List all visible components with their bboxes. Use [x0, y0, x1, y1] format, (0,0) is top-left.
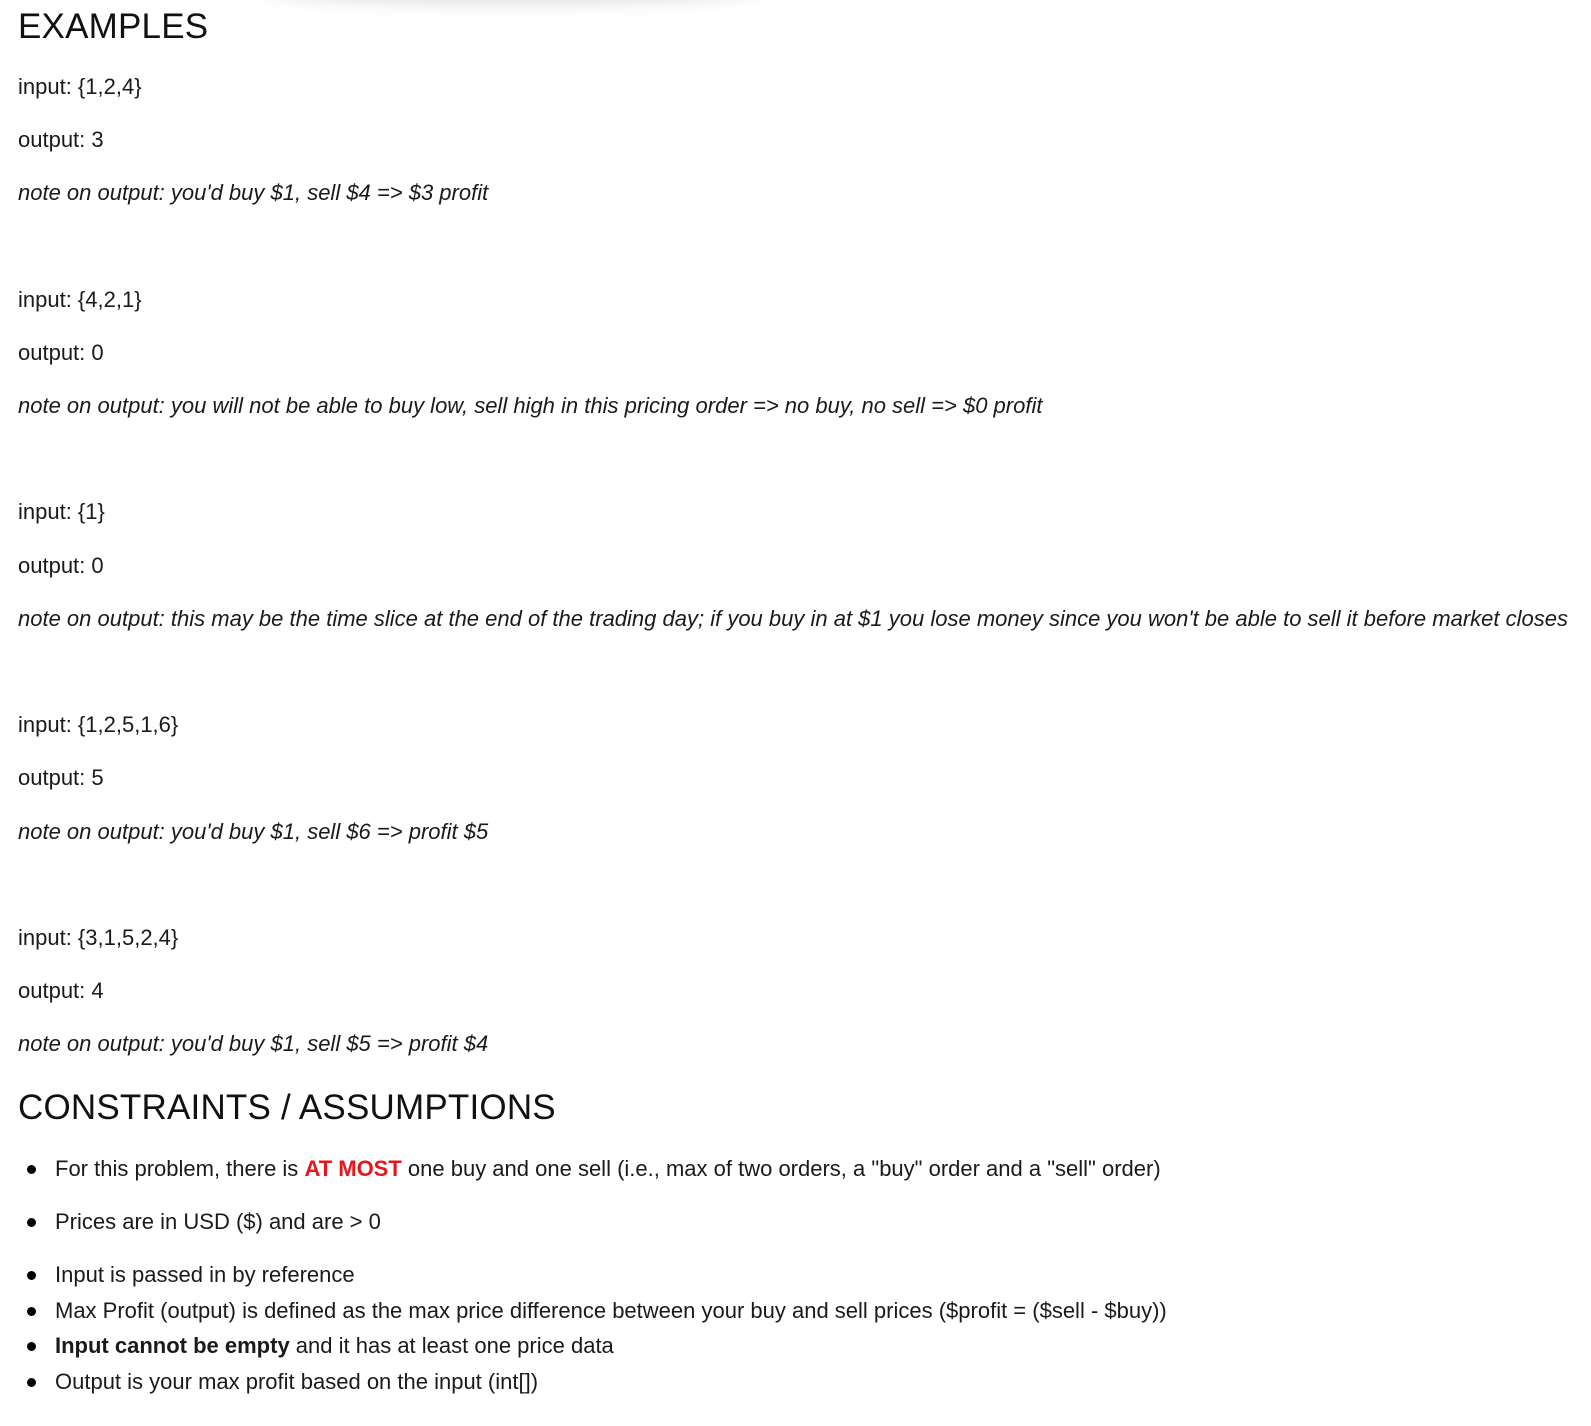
constraint-5-bold: Input cannot be empty	[55, 1333, 290, 1358]
example-1-note: note on output: you'd buy $1, sell $4 => $3 profit	[18, 180, 489, 205]
bullet-icon	[27, 1218, 36, 1227]
constraint-item	[18, 1298, 1167, 1324]
constraint-1-text-before: For this problem, there is	[55, 1156, 305, 1181]
example-5-input: input: {3,1,5,2,4}	[18, 925, 179, 950]
bullet-icon	[27, 1378, 36, 1387]
example-3-output: output: 0	[18, 553, 104, 578]
constraint-1-text-after: one buy and one sell (i.e., max of two orders, a "buy" order and a "sell" order)	[401, 1156, 1161, 1181]
example-1-output: output: 3	[18, 127, 104, 152]
example-2-input: input: {4,2,1}	[18, 287, 142, 312]
example-4-input: input: {1,2,5,1,6}	[18, 712, 179, 737]
example-1-input: input: {1,2,4}	[18, 74, 142, 99]
constraint-item	[18, 1262, 355, 1288]
example-5-note: note on output: you'd buy $1, sell $5 => profit $4	[18, 1031, 489, 1056]
example-3-note: note on output: this may be the time slice at the end of the trading day; if you buy in at $1 you lose money since you won't be able to sell it before market closes	[18, 606, 1568, 631]
constraint-item	[18, 1156, 1161, 1182]
example-4-output: output: 5	[18, 765, 104, 790]
constraints-heading: CONSTRAINTS / ASSUMPTIONS	[18, 1088, 556, 1127]
bullet-icon	[27, 1307, 36, 1316]
example-2-output: output: 0	[18, 340, 104, 365]
bullet-icon	[27, 1271, 36, 1280]
bullet-icon	[27, 1165, 36, 1174]
constraint-6-text: Output is your max profit based on the input (int[])	[55, 1369, 539, 1394]
example-2-note: note on output: you will not be able to buy low, sell high in this pricing order => no buy, no sell => $0 profit	[18, 393, 1043, 418]
constraint-5-text-after: and it has at least one price data	[289, 1333, 614, 1358]
constraint-item	[18, 1369, 538, 1395]
bullet-icon	[27, 1342, 36, 1351]
example-3-input: input: {1}	[18, 499, 105, 524]
examples-heading: EXAMPLES	[18, 7, 209, 46]
example-4-note: note on output: you'd buy $1, sell $6 => profit $5	[18, 819, 489, 844]
constraint-1-highlight: AT MOST	[304, 1156, 402, 1181]
constraint-item	[18, 1209, 381, 1235]
constraint-item	[18, 1333, 614, 1359]
example-5-output: output: 4	[18, 978, 104, 1003]
constraint-3-text: Input is passed in by reference	[55, 1262, 355, 1287]
constraint-4-text: Max Profit (output) is defined as the max price difference between your buy and sell prices ($profit = ($sell - $buy))	[55, 1298, 1167, 1323]
constraint-2-text: Prices are in USD ($) and are > 0	[55, 1209, 381, 1234]
